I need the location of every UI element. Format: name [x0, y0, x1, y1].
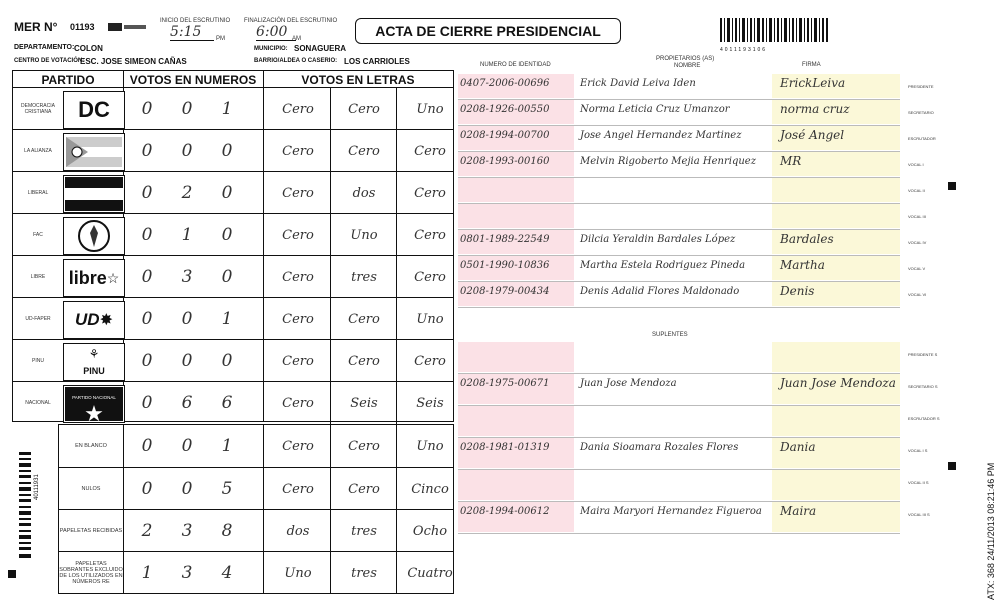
signature-header: FIRMA — [802, 62, 821, 68]
party-cell — [13, 256, 123, 298]
member-signature: Dania — [780, 440, 816, 454]
vote-digit: 1 — [221, 99, 233, 119]
total-word: tres — [351, 565, 377, 581]
vote-word: tres — [351, 269, 377, 285]
vote-digit: 0 — [221, 225, 233, 245]
barcode-icon — [720, 18, 830, 53]
party-name: LIBRE — [30, 274, 46, 280]
vote-digit: 0 — [141, 183, 153, 203]
member-role: PRESIDENTE — [908, 84, 934, 89]
party-row — [13, 255, 453, 298]
vote-word: Seis — [416, 395, 444, 411]
party-name: LIBERAL — [27, 190, 49, 196]
vote-digit: 0 — [141, 351, 153, 371]
member-role: VOCAL III S — [908, 512, 930, 517]
member-signature: ErickLeiva — [780, 76, 846, 90]
vote-digit: 0 — [141, 309, 153, 329]
vote-word: Cero — [348, 143, 380, 159]
total-word: Cero — [282, 481, 314, 497]
member-role: SECRETARIO S — [908, 384, 938, 389]
col-party-header: PARTIDO — [41, 73, 95, 87]
document-title: ACTA DE CIERRE PRESIDENCIAL — [355, 18, 621, 44]
member-name: Dilcia Yeraldin Bardales López — [580, 234, 736, 245]
municipality-label: MUNICIPIO: — [254, 46, 288, 52]
member-role: VOCAL III — [908, 214, 926, 219]
scan-stamp: ATX: 368 24/11/2013 08:21:46 PM — [986, 462, 996, 600]
dc-logo-text: DC — [78, 97, 110, 122]
member-name: Melvin Rigoberto Mejia Henriquez — [580, 156, 756, 167]
total-word: Cero — [348, 438, 380, 454]
vote-word: Cero — [282, 395, 314, 411]
party-cell — [13, 130, 123, 172]
total-word: Uno — [284, 565, 312, 581]
totals-label: PAPELETAS SOBRANTES EXCLUIDO DE LOS UTILIZADOS EN NÚMEROS RE — [59, 561, 123, 585]
member-role: VOCAL VI — [908, 292, 927, 297]
total-digit: 1 — [141, 563, 153, 583]
member-role: VOCAL IV — [908, 240, 927, 245]
total-word: Cuatro — [407, 565, 453, 581]
vote-digit: 2 — [181, 183, 193, 203]
mer-label: MER N° — [14, 20, 58, 34]
total-digit: 8 — [221, 521, 233, 541]
member-name: Erick David Leiva Iden — [580, 78, 696, 89]
vote-digit: 0 — [141, 225, 153, 245]
vote-digit: 0 — [221, 267, 233, 287]
vote-digit: 1 — [221, 309, 233, 329]
party-row — [13, 171, 453, 214]
vote-digit: 0 — [221, 141, 233, 161]
owners-header: PROPIETARIOS (AS) — [656, 56, 715, 62]
party-name: PINU — [32, 358, 44, 364]
vote-digit: 0 — [181, 99, 193, 119]
member-role: VOCAL V — [908, 266, 926, 271]
vote-word: Cero — [348, 311, 380, 327]
total-digit: 2 — [141, 521, 153, 541]
substitutes-header: SUPLENTES — [652, 332, 688, 338]
tse-logo-icon — [108, 20, 148, 32]
side-code: 40111931 — [34, 474, 40, 500]
party-row — [13, 297, 453, 340]
col-letters-header: VOTOS EN LETRAS — [301, 73, 415, 87]
member-name: Norma Leticia Cruz Umanzor — [580, 104, 730, 115]
total-digit: 3 — [181, 521, 193, 541]
vote-word: Cero — [282, 269, 314, 285]
vote-word: Cero — [414, 185, 446, 201]
party-name: NACIONAL — [25, 400, 51, 406]
vote-word: Seis — [350, 395, 378, 411]
start-time: 5:15 — [170, 24, 214, 41]
vote-word: Cero — [282, 143, 314, 159]
libre-logo-text: libre — [68, 267, 107, 288]
vote-digit: 0 — [141, 99, 153, 119]
party-cell — [13, 382, 123, 424]
member-id: 0501-1990-10836 — [460, 260, 550, 271]
vote-digit: 0 — [181, 141, 193, 161]
village-label: BARRIO/ALDEA O CASERIO: — [254, 58, 338, 64]
member-signature: Juan Jose Mendoza — [780, 376, 896, 390]
member-signature: José Angel — [780, 128, 845, 142]
vote-word: Cero — [348, 101, 380, 117]
party-cell — [13, 340, 123, 382]
member-role: VOCAL I — [908, 162, 924, 167]
party-cell — [13, 214, 123, 256]
party-row — [13, 213, 453, 256]
corner-mark — [948, 182, 956, 190]
votes-table — [12, 70, 454, 426]
total-digit: 3 — [181, 563, 193, 583]
pinu-logo-text: PINU — [83, 366, 105, 376]
vote-word: Cero — [282, 311, 314, 327]
member-role: SECRETARIO — [908, 110, 934, 115]
corner-mark — [8, 570, 16, 578]
vote-digit: 0 — [221, 351, 233, 371]
party-name: FAC — [33, 232, 43, 238]
vote-digit: 0 — [141, 267, 153, 287]
party-logo-icon: ⚘ PINU — [63, 343, 125, 381]
vote-word: Uno — [350, 227, 378, 243]
total-word: Cero — [348, 481, 380, 497]
vote-word: Uno — [416, 311, 444, 327]
vote-digit: 3 — [181, 267, 193, 287]
party-row — [13, 129, 453, 172]
totals-label: EN BLANCO — [75, 443, 107, 449]
vote-digit: 0 — [181, 351, 193, 371]
total-word: dos — [286, 523, 310, 539]
totals-table — [58, 424, 454, 594]
party-logo-icon: UD ✸ — [63, 301, 125, 339]
vote-word: Uno — [416, 101, 444, 117]
vote-word: Cero — [282, 227, 314, 243]
member-name: Maira Maryori Hernandez Figueroa — [580, 506, 762, 517]
party-row — [13, 87, 453, 130]
party-cell — [13, 172, 123, 214]
total-digit: 0 — [141, 436, 153, 456]
party-cell — [13, 88, 123, 130]
member-id: 0208-1994-00612 — [460, 506, 550, 517]
party-logo-icon — [63, 133, 125, 171]
party-row — [13, 339, 453, 382]
member-signature: Bardales — [780, 232, 834, 246]
total-digit: 4 — [221, 563, 233, 583]
total-word: Cinco — [411, 481, 449, 497]
vote-digit: 0 — [141, 141, 153, 161]
member-id: 0208-1979-00434 — [460, 286, 550, 297]
party-row — [13, 381, 453, 424]
member-id: 0208-1975-00671 — [460, 378, 550, 389]
totals-row — [59, 467, 453, 510]
member-id: 0208-1994-00700 — [460, 130, 550, 141]
party-name: UD-FAPER — [25, 316, 51, 322]
center-value: ESC. JOSE SIMEON CAÑAS — [80, 57, 187, 66]
barcode-number: 4011193106 — [720, 47, 768, 53]
member-id: 0208-1993-00160 — [460, 156, 550, 167]
total-word: tres — [351, 523, 377, 539]
member-role: VOCAL I S — [908, 448, 928, 453]
department-value: COLON — [74, 44, 103, 53]
corner-mark — [948, 462, 956, 470]
end-time: 6:00 — [256, 24, 296, 41]
end-label: FINALIZACIÓN DEL ESCRUTINIO — [244, 18, 338, 24]
member-id: 0208-1926-00550 — [460, 104, 550, 115]
vote-word: Cero — [282, 353, 314, 369]
totals-row — [59, 425, 453, 467]
end-ampm: AM — [292, 36, 301, 42]
member-role: ESCRUTADOR — [908, 136, 936, 141]
center-label: CENTRO DE VOTACIÓN: — [14, 58, 85, 64]
total-word: Ocho — [412, 523, 448, 539]
member-role: VOCAL II S — [908, 480, 929, 485]
totals-label: NULOS — [81, 486, 101, 492]
vote-word: Cero — [414, 353, 446, 369]
side-barcode-icon — [18, 452, 32, 562]
vote-digit: 6 — [221, 393, 233, 413]
party-name: DEMOCRACIA CRISTIANA — [21, 103, 55, 115]
vote-word: Cero — [282, 185, 314, 201]
member-name: Juan Jose Mendoza — [580, 378, 677, 389]
total-word: Cero — [282, 438, 314, 454]
mer-number: 01193 — [70, 22, 95, 32]
totals-label: PAPELETAS RECIBIDAS — [59, 528, 123, 534]
member-id: 0407-2006-00696 — [460, 78, 550, 89]
party-logo-icon: libre ☆ — [63, 259, 125, 297]
member-signature: norma cruz — [780, 102, 850, 116]
total-digit: 0 — [181, 479, 193, 499]
start-label: INICIO DEL ESCRUTINIO — [160, 18, 231, 24]
vote-digit: 0 — [221, 183, 233, 203]
member-name: Dania Sioamara Rozales Flores — [580, 442, 739, 453]
vote-digit: 0 — [141, 393, 153, 413]
ud-logo-text: UD — [75, 310, 100, 329]
total-digit: 5 — [221, 479, 233, 499]
department-label: DEPARTAMENTO: — [14, 44, 75, 51]
party-name: LA ALIANZA — [24, 148, 52, 154]
party-logo-icon: PARTIDO NACIONAL ★ — [63, 385, 125, 423]
member-signature: Denis — [780, 284, 815, 298]
total-word: Uno — [416, 438, 444, 454]
party-cell — [13, 298, 123, 340]
member-id: 0801-1989-22549 — [460, 234, 550, 245]
member-role: PRESIDENTE S — [908, 352, 938, 357]
village-value: LOS CARRIOLES — [344, 57, 410, 66]
member-id: 0208-1981-01319 — [460, 442, 550, 453]
party-logo-icon — [63, 175, 125, 213]
member-name: Martha Estela Rodriguez Pineda — [580, 260, 746, 271]
vote-word: Cero — [414, 227, 446, 243]
total-digit: 0 — [181, 436, 193, 456]
totals-row — [59, 509, 453, 552]
totals-row — [59, 551, 453, 594]
member-signature: Martha — [780, 258, 825, 272]
party-logo-icon — [63, 217, 125, 255]
municipality-value: SONAGUERA — [294, 44, 347, 53]
id-header: NUMERO DE IDENTIDAD — [480, 62, 551, 68]
member-signature: Maira — [780, 504, 817, 518]
party-logo-icon — [63, 91, 125, 129]
vote-word: Cero — [414, 143, 446, 159]
nacional-logo-text: PARTIDO NACIONAL — [72, 395, 116, 400]
member-name: Denis Adalid Flores Maldonado — [580, 286, 740, 297]
total-digit: 1 — [221, 436, 233, 456]
vote-digit: 1 — [181, 225, 193, 245]
member-role: ESCRUTADOR S — [908, 416, 940, 421]
member-name: Jose Angel Hernandez Martinez — [580, 130, 742, 141]
vote-digit: 0 — [181, 309, 193, 329]
vote-word: dos — [352, 185, 376, 201]
vote-digit: 6 — [181, 393, 193, 413]
total-digit: 0 — [141, 479, 153, 499]
start-ampm: PM — [216, 36, 225, 42]
name-header: NOMBRE — [674, 63, 701, 69]
vote-word: Cero — [414, 269, 446, 285]
vote-word: Cero — [282, 101, 314, 117]
col-numbers-header: VOTOS EN NUMEROS — [129, 73, 257, 87]
vote-word: Cero — [348, 353, 380, 369]
member-signature: MR — [780, 154, 802, 168]
member-role: VOCAL II — [908, 188, 925, 193]
